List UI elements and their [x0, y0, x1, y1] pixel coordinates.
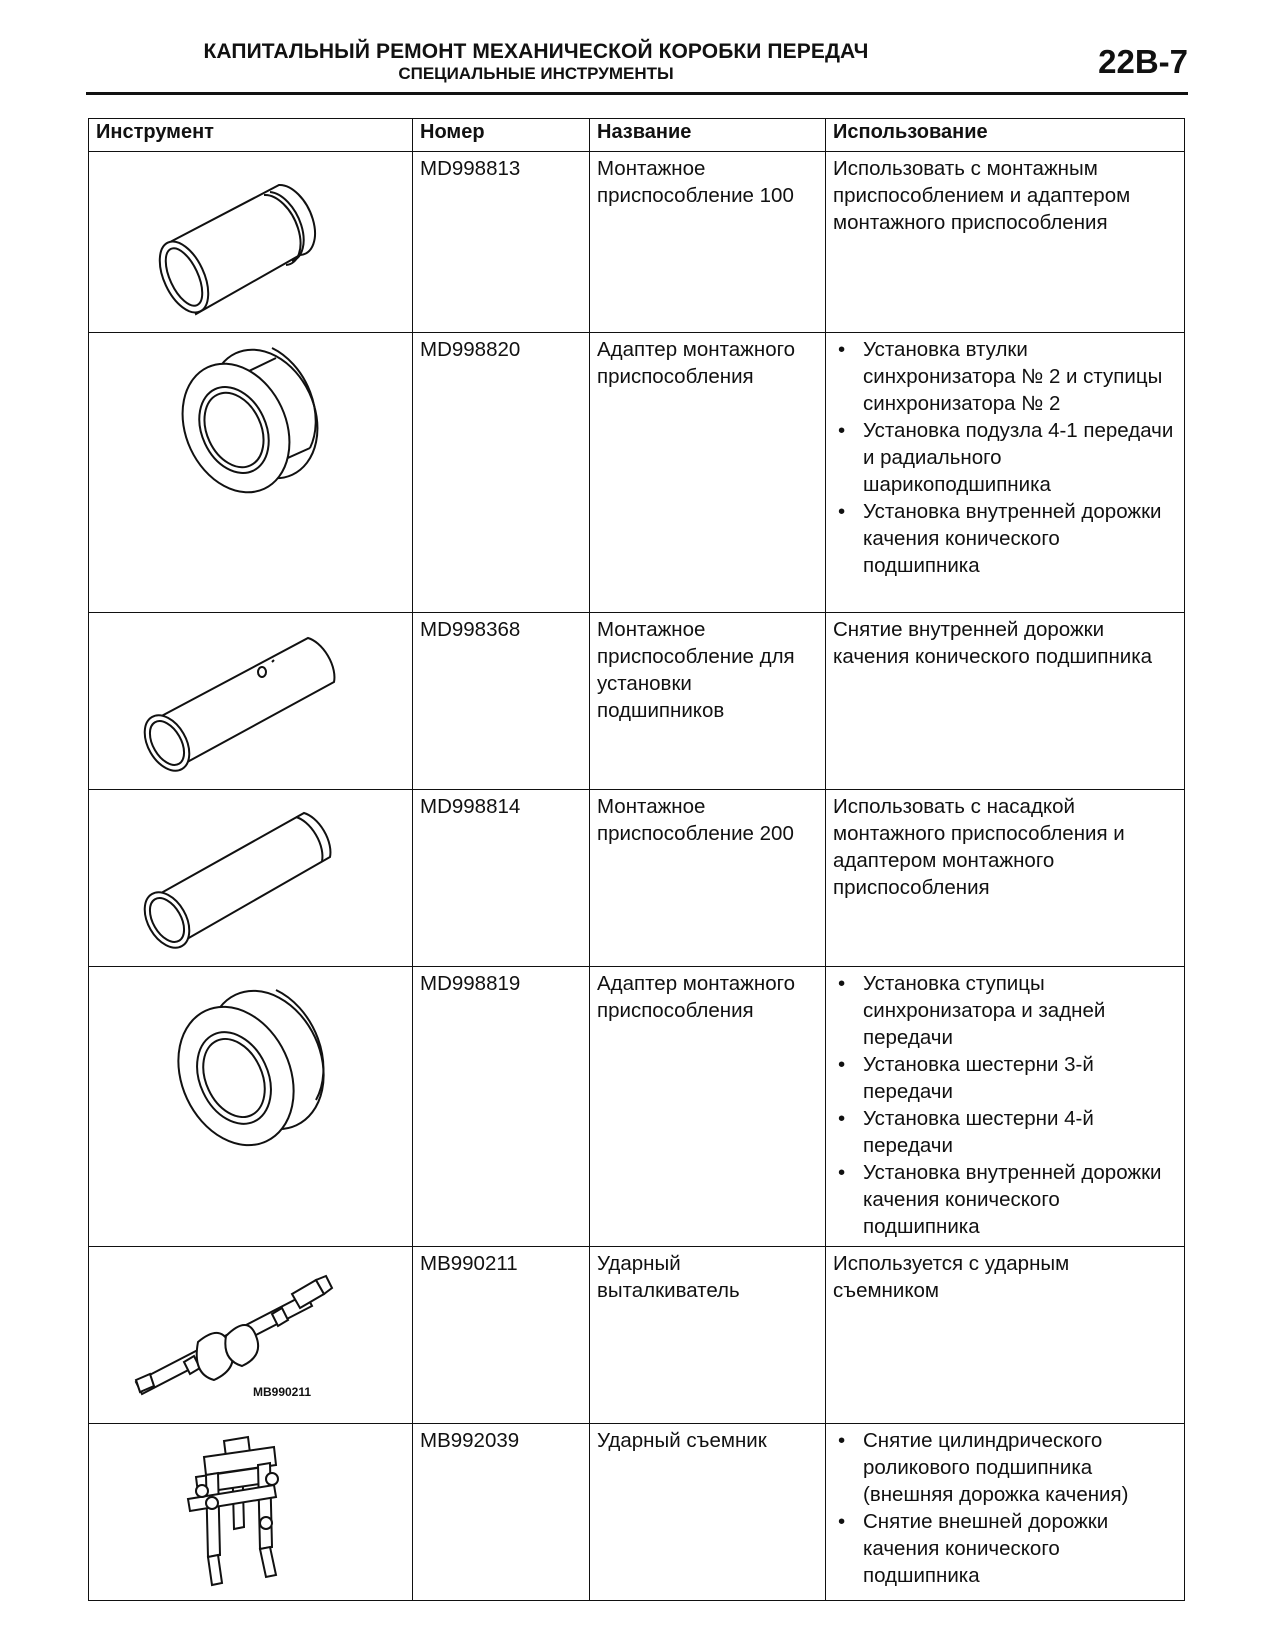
tool-usage: Использовать с насадкой монтажного приспособления и адаптером монтажного приспособления [826, 790, 1185, 967]
image-caption: MB990211 [253, 1385, 312, 1399]
column-header-usage: Использование [826, 119, 1185, 152]
page-number: 22B-7 [1098, 43, 1188, 80]
special-tools-table [88, 118, 1185, 1601]
tool-name: Ударный съемник [590, 1424, 826, 1601]
table-row [89, 1424, 1185, 1601]
tool-image-cell [89, 152, 413, 333]
tool-usage: Снятие внутренней дорожки качения конического подшипника [826, 613, 1185, 790]
list-item: • Установка втулки синхронизатора № 2 и ступицы синхронизатора № 2 [863, 336, 1177, 417]
tool-number: MB990211 [413, 1247, 590, 1424]
tool-number: MB992039 [413, 1424, 590, 1601]
long-sleeve-tool-icon [96, 793, 418, 963]
list-item: • Установка внутренней дорожки качения конического подшипника [863, 498, 1177, 579]
list-item: • Установка шестерни 4-й передачи [863, 1105, 1177, 1159]
page-title: КАПИТАЛЬНЫЙ РЕМОНТ МЕХАНИЧЕСКОЙ КОРОБКИ ПЕРЕДАЧ [203, 40, 869, 63]
tool-image-cell [89, 333, 413, 613]
tool-name: Адаптер монтажного приспособления [590, 967, 826, 1247]
table-row [89, 790, 1185, 967]
ring-adapter-icon [96, 970, 418, 1230]
ring-adapter-icon [96, 336, 418, 596]
table-row [89, 613, 1185, 790]
tool-image-cell [89, 967, 413, 1247]
column-header-tool: Инструмент [89, 119, 413, 152]
header-titles [86, 40, 986, 84]
tool-name: Монтажное приспособление 100 [590, 152, 826, 333]
tool-usage [826, 333, 1185, 613]
tool-number: MD998814 [413, 790, 590, 967]
tool-image-cell [89, 790, 413, 967]
tool-number: MD998819 [413, 967, 590, 1247]
tool-number: MD998813 [413, 152, 590, 333]
tool-usage: Использовать с монтажным приспособлением и адаптером монтажного приспособления [826, 152, 1185, 333]
header-divider [86, 92, 1188, 95]
page-header [86, 38, 1188, 96]
tool-number: MD998820 [413, 333, 590, 613]
bearing-installer-tube-icon [96, 616, 418, 786]
list-item: • Снятие цилиндрического роликового подшипника (внешняя дорожка качения) [863, 1427, 1177, 1508]
tool-number: MD998368 [413, 613, 590, 790]
tool-image-cell [89, 613, 413, 790]
tool-image-cell [89, 1247, 413, 1424]
page-subtitle: СПЕЦИАЛЬНЫЕ ИНСТРУМЕНТЫ [398, 64, 674, 83]
list-item: • Установка шестерни 3-й передачи [863, 1051, 1177, 1105]
table-row [89, 1247, 1185, 1424]
tool-usage: Используется с ударным съемником [826, 1247, 1185, 1424]
column-header-name: Название [590, 119, 826, 152]
usage-list [833, 336, 1177, 579]
list-item: • Установка подузла 4-1 передачи и радиального шарикоподшипника [863, 417, 1177, 498]
column-header-number: Номер [413, 119, 590, 152]
usage-list [833, 970, 1177, 1240]
tool-name: Адаптер монтажного приспособления [590, 333, 826, 613]
list-item: • Установка ступицы синхронизатора и задней передачи [863, 970, 1177, 1051]
table-header-row [89, 119, 1185, 152]
tool-image-cell [89, 1424, 413, 1601]
usage-list [833, 1427, 1177, 1589]
tool-name: Монтажное приспособление 200 [590, 790, 826, 967]
tool-usage [826, 967, 1185, 1247]
table-row [89, 152, 1185, 333]
tool-name: Ударный выталкиватель [590, 1247, 826, 1424]
list-item: • Снятие внешней дорожки качения конического подшипника [863, 1508, 1177, 1589]
table-row [89, 333, 1185, 613]
short-sleeve-tool-icon [96, 155, 418, 329]
bearing-puller-icon [96, 1427, 418, 1597]
tool-name: Монтажное приспособление для установки подшипников [590, 613, 826, 790]
tool-usage [826, 1424, 1185, 1601]
table-row [89, 967, 1185, 1247]
list-item: • Установка внутренней дорожки качения конического подшипника [863, 1159, 1177, 1240]
